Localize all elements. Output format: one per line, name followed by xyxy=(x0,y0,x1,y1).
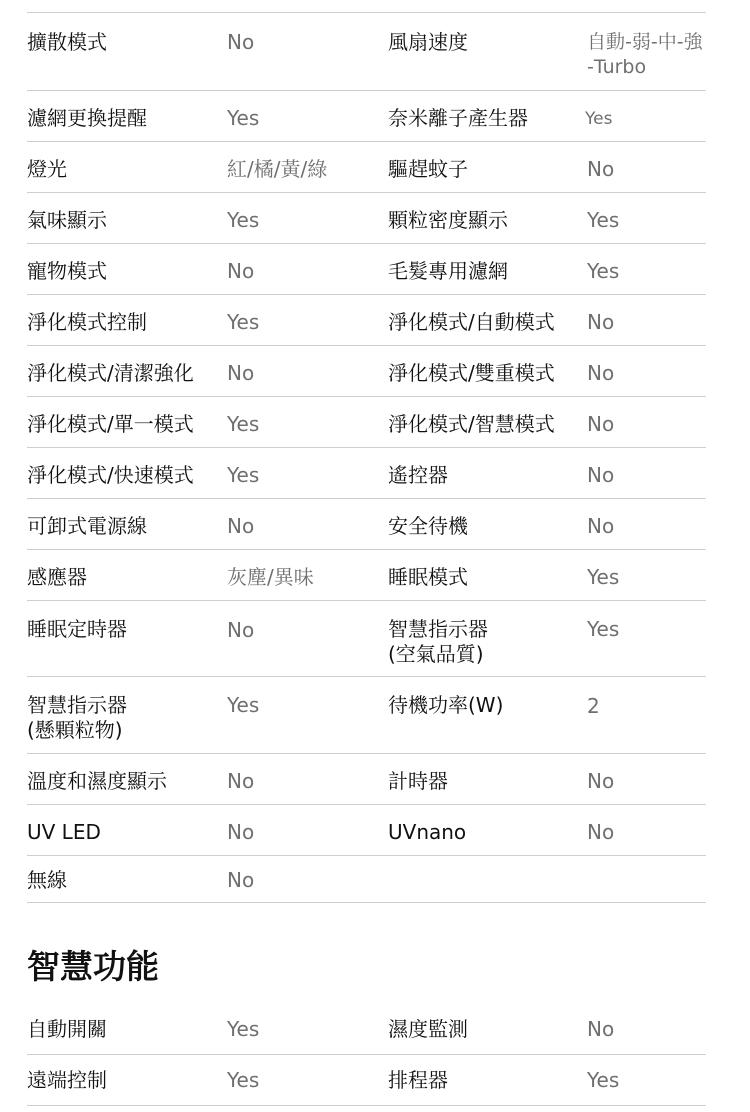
spec-label: 淨化模式/清潔強化 xyxy=(27,361,194,385)
spec-value: Yes xyxy=(587,208,620,232)
spec-label: 遙控器 xyxy=(388,463,448,487)
spec-value: Yes xyxy=(227,412,260,436)
spec-label: 淨化模式/快速模式 xyxy=(27,463,194,487)
spec-label: 計時器 xyxy=(388,769,448,793)
table-row xyxy=(27,142,706,193)
spec-value: No xyxy=(227,30,255,54)
spec-value: Yes xyxy=(227,106,260,130)
spec-value: No xyxy=(227,868,255,892)
spec-value: No xyxy=(587,361,615,385)
table-row xyxy=(27,1055,706,1106)
table-row xyxy=(27,677,706,754)
spec-value: No xyxy=(587,310,615,334)
spec-value: Yes xyxy=(587,259,620,283)
spec-value: 自動-弱-中-強 -Turbo xyxy=(587,31,703,78)
spec-label: 濕度監測 xyxy=(388,1017,468,1041)
table-row xyxy=(27,1004,706,1055)
spec-label: 寵物模式 xyxy=(27,259,107,283)
spec-label: 溫度和濕度顯示 xyxy=(27,769,167,793)
spec-label: 淨化模式/智慧模式 xyxy=(388,412,555,436)
spec-label: 睡眠模式 xyxy=(388,565,468,589)
spec-value: No xyxy=(587,820,615,844)
spec-value: Yes xyxy=(227,693,260,717)
spec-label: 氣味顯示 xyxy=(27,208,107,232)
spec-value: Yes xyxy=(587,1068,620,1092)
spec-value: No xyxy=(227,769,255,793)
spec-value: No xyxy=(587,412,615,436)
smart-features-table xyxy=(27,1004,706,1106)
spec-label: 智慧指示器 (空氣品質) xyxy=(388,617,488,666)
table-row xyxy=(27,397,706,448)
spec-label: 顆粒密度顯示 xyxy=(388,208,508,232)
table-row xyxy=(27,499,706,550)
spec-value: Yes xyxy=(227,1068,260,1092)
table-row xyxy=(27,244,706,295)
spec-value: No xyxy=(227,259,255,283)
spec-label: 智慧指示器 (懸顆粒物) xyxy=(27,693,127,742)
table-row xyxy=(27,448,706,499)
spec-label: 遠端控制 xyxy=(27,1068,107,1092)
spec-value: 灰塵/異味 xyxy=(227,565,314,589)
spec-label: 淨化模式/自動模式 xyxy=(388,310,555,334)
table-row xyxy=(27,295,706,346)
spec-label: 毛髮專用濾網 xyxy=(388,259,508,283)
spec-label: 感應器 xyxy=(27,565,87,589)
spec-label: 風扇速度 xyxy=(388,30,468,54)
spec-value: No xyxy=(227,820,255,844)
spec-label: 燈光 xyxy=(27,157,67,181)
spec-label: 淨化模式/雙重模式 xyxy=(388,361,555,385)
spec-label: 淨化模式/單一模式 xyxy=(27,412,194,436)
table-row xyxy=(27,805,706,856)
spec-label: 排程器 xyxy=(388,1068,448,1092)
spec-label: 睡眠定時器 xyxy=(27,617,127,641)
spec-label: 擴散模式 xyxy=(27,30,107,54)
table-row xyxy=(27,346,706,397)
spec-label: 可卸式電源線 xyxy=(27,514,147,538)
spec-value: No xyxy=(227,514,255,538)
spec-label: 驅趕蚊子 xyxy=(388,157,468,181)
spec-value: No xyxy=(587,769,615,793)
spec-value: No xyxy=(587,157,615,181)
spec-label: UVnano xyxy=(388,820,467,844)
spec-label: 安全待機 xyxy=(388,514,468,538)
spec-value: Yes xyxy=(587,565,620,589)
spec-value: Yes xyxy=(227,463,260,487)
spec-value: No xyxy=(227,618,255,642)
table-row xyxy=(27,856,706,903)
spec-value: No xyxy=(587,1017,615,1041)
table-row xyxy=(27,193,706,244)
spec-value: No xyxy=(227,361,255,385)
spec-label: 無線 xyxy=(27,868,67,892)
section-title-smart-features: 智慧功能 xyxy=(27,947,159,986)
spec-label: 濾網更換提醒 xyxy=(27,106,147,130)
spec-value: 紅/橘/黃/綠 xyxy=(227,157,328,181)
spec-value: 2 xyxy=(587,694,600,718)
spec-label: 淨化模式控制 xyxy=(27,310,147,334)
spec-value: No xyxy=(587,463,615,487)
table-row xyxy=(27,754,706,805)
spec-value: Yes xyxy=(587,617,620,641)
spec-value: No xyxy=(587,514,615,538)
spec-table xyxy=(27,12,706,903)
spec-value: Yes xyxy=(227,1017,260,1041)
spec-value: Yes xyxy=(227,310,260,334)
spec-value: Yes xyxy=(227,208,260,232)
spec-label: 自動開關 xyxy=(27,1017,107,1041)
spec-label: 奈米離子產生器 xyxy=(388,106,528,130)
spec-label: UV LED xyxy=(27,820,101,844)
table-row xyxy=(27,91,706,142)
table-row xyxy=(27,550,706,601)
table-row xyxy=(27,12,706,91)
table-row xyxy=(27,601,706,677)
spec-value: Yes xyxy=(585,109,613,129)
spec-label: 待機功率(W) xyxy=(388,693,504,717)
